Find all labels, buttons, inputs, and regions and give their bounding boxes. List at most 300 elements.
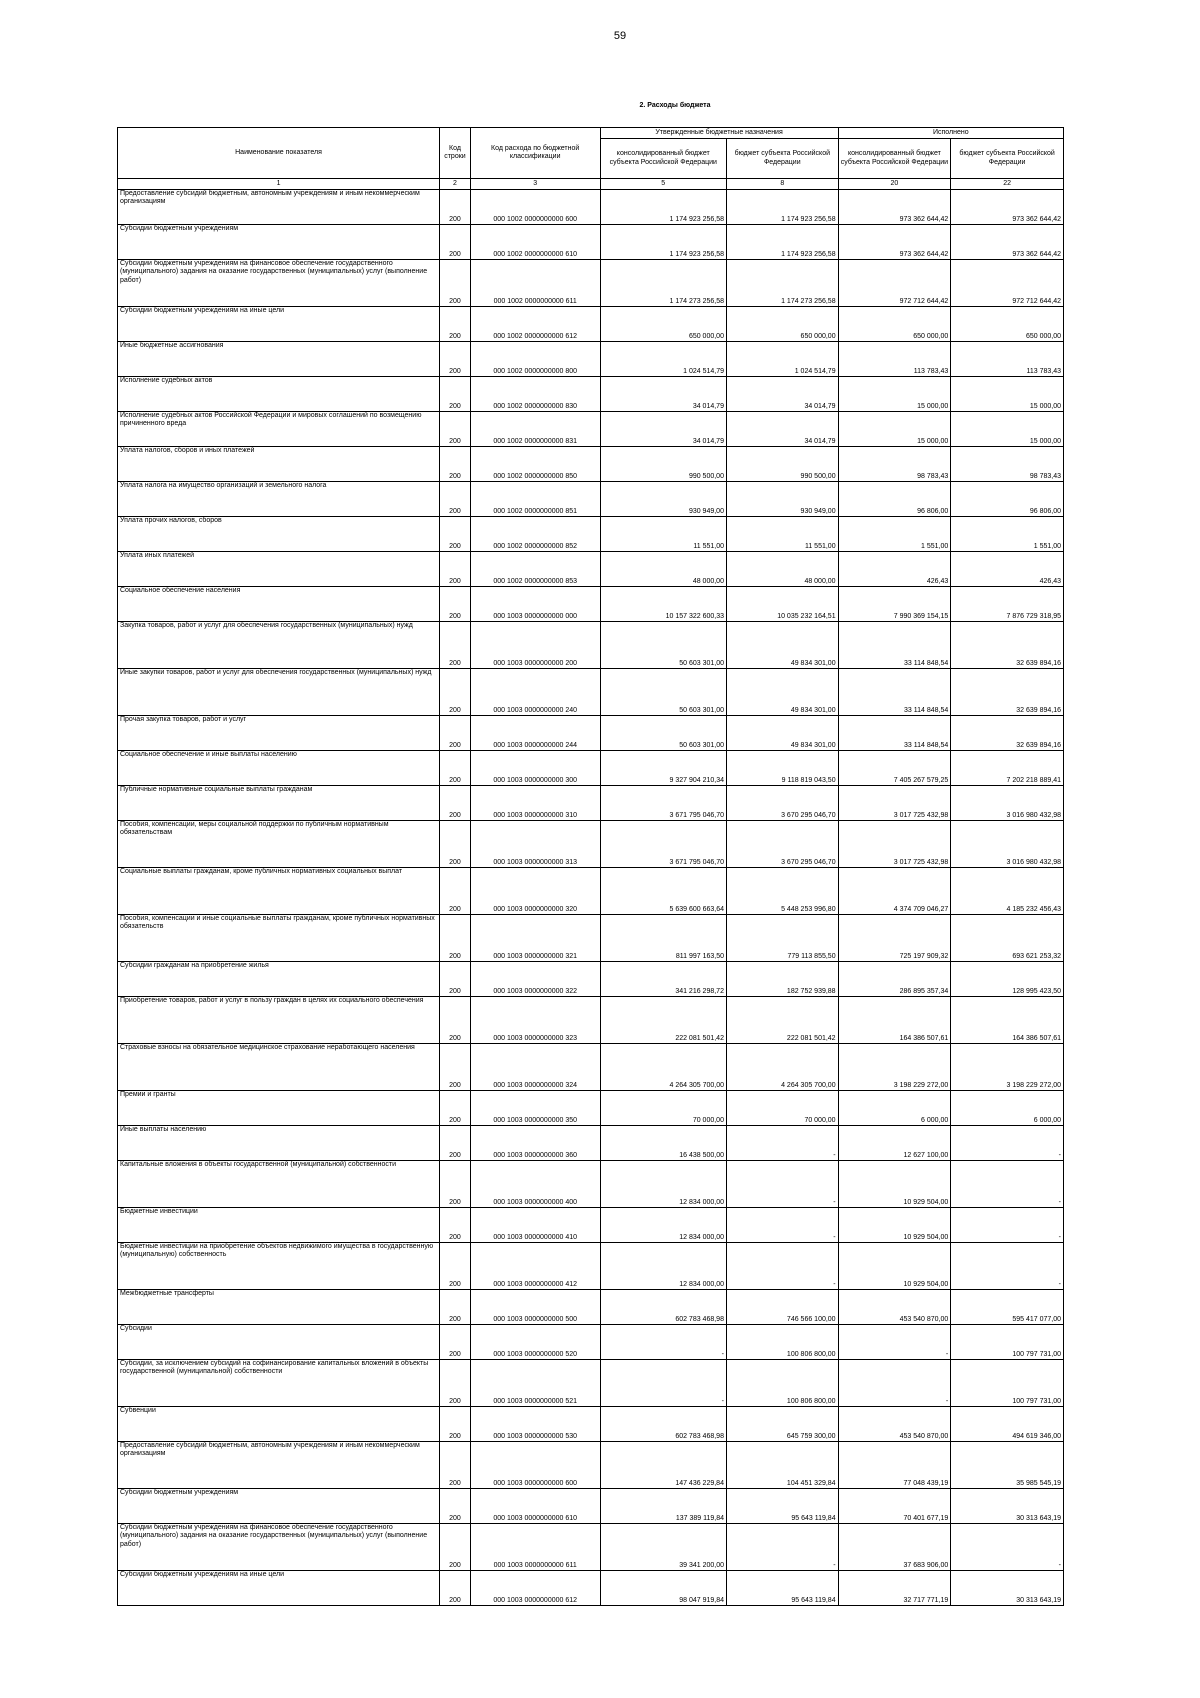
approved-consolidated-value: 1 174 923 256,58 [600, 190, 726, 225]
table-row [118, 1360, 1064, 1407]
executed-consolidated-value: 164 386 507,61 [838, 997, 951, 1044]
row-name: Субсидии, за исключением субсидий на софинансирование капитальных вложений в объекты государственной (муниципальной) собственности [118, 1360, 440, 1407]
executed-consolidated-value: 96 806,00 [838, 482, 951, 517]
row-name: Иные закупки товаров, работ и услуг для обеспечения государственных (муниципальных) нужд [118, 669, 440, 716]
row-classification-code: 000 1003 0000000000 360 [470, 1126, 600, 1161]
approved-subject-value: 990 500,00 [726, 447, 838, 482]
executed-subject-value: 595 417 077,00 [951, 1290, 1064, 1325]
row-classification-code: 000 1003 0000000000 313 [470, 821, 600, 868]
approved-consolidated-value: 34 014,79 [600, 412, 726, 447]
row-classification-code: 000 1003 0000000000 612 [470, 1571, 600, 1606]
row-code: 200 [440, 1407, 471, 1442]
column-number: 8 [726, 179, 838, 190]
row-code: 200 [440, 751, 471, 786]
row-name: Пособия, компенсации и иные социальные выплаты гражданам, кроме публичных нормативных обязательств [118, 915, 440, 962]
row-code: 200 [440, 1571, 471, 1606]
executed-subject-value: 30 313 643,19 [951, 1571, 1064, 1606]
row-name: Предоставление субсидий бюджетным, автономным учреждениям и иным некоммерческим организациям [118, 190, 440, 225]
header-group-executed: Исполнено [838, 128, 1063, 139]
row-name: Исполнение судебных актов [118, 377, 440, 412]
executed-consolidated-value: 7 990 369 154,15 [838, 587, 951, 622]
row-code: 200 [440, 786, 471, 821]
executed-consolidated-value: 10 929 504,00 [838, 1161, 951, 1208]
row-classification-code: 000 1003 0000000000 244 [470, 716, 600, 751]
approved-consolidated-value: 811 997 163,50 [600, 915, 726, 962]
table-row [118, 1489, 1064, 1524]
approved-consolidated-value: 50 603 301,00 [600, 716, 726, 751]
row-name: Уплата прочих налогов, сборов [118, 517, 440, 552]
executed-consolidated-value: 426,43 [838, 552, 951, 587]
table-row [118, 517, 1064, 552]
row-code: 200 [440, 307, 471, 342]
approved-consolidated-value: 4 264 305 700,00 [600, 1044, 726, 1091]
table-row [118, 1325, 1064, 1360]
executed-subject-value: 3 016 980 432,98 [951, 821, 1064, 868]
table-row [118, 1571, 1064, 1606]
row-code: 200 [440, 1442, 471, 1489]
row-name: Субсидии бюджетным учреждениям на иные цели [118, 307, 440, 342]
row-code: 200 [440, 669, 471, 716]
header-approved-consolidated: консолидированный бюджет субъекта Российской Федерации [600, 139, 726, 179]
row-classification-code: 000 1002 0000000000 612 [470, 307, 600, 342]
row-name: Субсидии бюджетным учреждениям [118, 225, 440, 260]
executed-subject-value: 32 639 894,16 [951, 716, 1064, 751]
header-classification: Код расхода по бюджетной классификации [470, 128, 600, 179]
approved-consolidated-value: 1 174 273 256,58 [600, 260, 726, 307]
row-name: Уплата налога на имущество организаций и земельного налога [118, 482, 440, 517]
row-classification-code: 000 1003 0000000000 611 [470, 1524, 600, 1571]
row-code: 200 [440, 868, 471, 915]
executed-consolidated-value: 33 114 848,54 [838, 622, 951, 669]
row-classification-code: 000 1002 0000000000 610 [470, 225, 600, 260]
approved-subject-value: 746 566 100,00 [726, 1290, 838, 1325]
executed-consolidated-value: 973 362 644,42 [838, 225, 951, 260]
executed-subject-value: 6 000,00 [951, 1091, 1064, 1126]
header-approved-subject: бюджет субъекта Российской Федерации [726, 139, 838, 179]
row-code: 200 [440, 997, 471, 1044]
column-number: 2 [440, 179, 471, 190]
row-code: 200 [440, 377, 471, 412]
approved-consolidated-value: 70 000,00 [600, 1091, 726, 1126]
executed-consolidated-value: 77 048 439,19 [838, 1442, 951, 1489]
approved-consolidated-value: 12 834 000,00 [600, 1161, 726, 1208]
approved-consolidated-value: 602 783 468,98 [600, 1407, 726, 1442]
approved-subject-value: 100 806 800,00 [726, 1325, 838, 1360]
row-name: Иные выплаты населению [118, 1126, 440, 1161]
table-row [118, 412, 1064, 447]
row-code: 200 [440, 1161, 471, 1208]
table-row [118, 377, 1064, 412]
row-classification-code: 000 1003 0000000000 530 [470, 1407, 600, 1442]
approved-subject-value: - [726, 1208, 838, 1243]
executed-consolidated-value: 32 717 771,19 [838, 1571, 951, 1606]
executed-consolidated-value: 453 540 870,00 [838, 1290, 951, 1325]
table-row [118, 1044, 1064, 1091]
table-row [118, 1091, 1064, 1126]
column-number: 3 [470, 179, 600, 190]
executed-subject-value: 35 985 545,19 [951, 1442, 1064, 1489]
executed-subject-value: 96 806,00 [951, 482, 1064, 517]
executed-consolidated-value: 10 929 504,00 [838, 1208, 951, 1243]
row-name: Приобретение товаров, работ и услуг в пользу граждан в целях их социального обеспечения [118, 997, 440, 1044]
row-code: 200 [440, 1208, 471, 1243]
executed-subject-value: 100 797 731,00 [951, 1360, 1064, 1407]
table-row [118, 1243, 1064, 1290]
row-classification-code: 000 1002 0000000000 830 [470, 377, 600, 412]
row-code: 200 [440, 1126, 471, 1161]
approved-consolidated-value: 98 047 919,84 [600, 1571, 726, 1606]
row-name: Страховые взносы на обязательное медицинское страхование неработающего населения [118, 1044, 440, 1091]
approved-subject-value: 34 014,79 [726, 412, 838, 447]
header-executed-subject: бюджет субъекта Российской Федерации [951, 139, 1064, 179]
header-code: Код строки [440, 128, 471, 179]
approved-consolidated-value: 50 603 301,00 [600, 622, 726, 669]
table-row [118, 1161, 1064, 1208]
table-row [118, 1524, 1064, 1571]
row-classification-code: 000 1003 0000000000 321 [470, 915, 600, 962]
executed-consolidated-value: 972 712 644,42 [838, 260, 951, 307]
row-name: Субсидии бюджетным учреждениям на финансовое обеспечение государственного (муниципального) задания на оказание государственных (муниципальных) услуг (выполнение работ) [118, 1524, 440, 1571]
row-classification-code: 000 1003 0000000000 323 [470, 997, 600, 1044]
executed-consolidated-value: 15 000,00 [838, 377, 951, 412]
row-classification-code: 000 1002 0000000000 852 [470, 517, 600, 552]
approved-consolidated-value: 990 500,00 [600, 447, 726, 482]
approved-consolidated-value: 12 834 000,00 [600, 1243, 726, 1290]
row-name: Бюджетные инвестиции [118, 1208, 440, 1243]
table-row [118, 997, 1064, 1044]
row-classification-code: 000 1003 0000000000 521 [470, 1360, 600, 1407]
executed-subject-value: 113 783,43 [951, 342, 1064, 377]
executed-consolidated-value: 7 405 267 579,25 [838, 751, 951, 786]
row-classification-code: 000 1003 0000000000 500 [470, 1290, 600, 1325]
approved-consolidated-value: 34 014,79 [600, 377, 726, 412]
approved-consolidated-value: - [600, 1325, 726, 1360]
approved-consolidated-value: 1 024 514,79 [600, 342, 726, 377]
row-code: 200 [440, 1091, 471, 1126]
row-code: 200 [440, 1325, 471, 1360]
approved-consolidated-value: 222 081 501,42 [600, 997, 726, 1044]
approved-subject-value: - [726, 1126, 838, 1161]
table-row [118, 260, 1064, 307]
approved-consolidated-value: 147 436 229,84 [600, 1442, 726, 1489]
executed-consolidated-value: 12 627 100,00 [838, 1126, 951, 1161]
table-row [118, 587, 1064, 622]
executed-subject-value: - [951, 1524, 1064, 1571]
approved-subject-value: 34 014,79 [726, 377, 838, 412]
expenditures-table [117, 127, 1064, 1606]
table-row [118, 1126, 1064, 1161]
approved-subject-value: 49 834 301,00 [726, 669, 838, 716]
row-code: 200 [440, 962, 471, 997]
approved-consolidated-value: 12 834 000,00 [600, 1208, 726, 1243]
approved-consolidated-value: 341 216 298,72 [600, 962, 726, 997]
approved-subject-value: - [726, 1524, 838, 1571]
approved-consolidated-value: 11 551,00 [600, 517, 726, 552]
executed-subject-value: 15 000,00 [951, 377, 1064, 412]
row-name: Бюджетные инвестиции на приобретение объектов недвижимого имущества в государственную (муниципальную) собственность [118, 1243, 440, 1290]
executed-subject-value: 973 362 644,42 [951, 225, 1064, 260]
row-name: Прочая закупка товаров, работ и услуг [118, 716, 440, 751]
executed-subject-value: 32 639 894,16 [951, 669, 1064, 716]
row-classification-code: 000 1003 0000000000 320 [470, 868, 600, 915]
row-name: Уплата налогов, сборов и иных платежей [118, 447, 440, 482]
executed-subject-value: 693 621 253,32 [951, 915, 1064, 962]
row-classification-code: 000 1003 0000000000 610 [470, 1489, 600, 1524]
table-row [118, 1290, 1064, 1325]
row-name: Субсидии [118, 1325, 440, 1360]
approved-subject-value: 779 113 855,50 [726, 915, 838, 962]
table-row [118, 1208, 1064, 1243]
table-row [118, 190, 1064, 225]
executed-subject-value: 494 619 346,00 [951, 1407, 1064, 1442]
row-code: 200 [440, 716, 471, 751]
row-code: 200 [440, 1044, 471, 1091]
row-classification-code: 000 1003 0000000000 350 [470, 1091, 600, 1126]
row-classification-code: 000 1003 0000000000 412 [470, 1243, 600, 1290]
executed-consolidated-value: 973 362 644,42 [838, 190, 951, 225]
row-name: Закупка товаров, работ и услуг для обеспечения государственных (муниципальных) нужд [118, 622, 440, 669]
row-name: Межбюджетные трансферты [118, 1290, 440, 1325]
executed-consolidated-value: 1 551,00 [838, 517, 951, 552]
row-name: Уплата иных платежей [118, 552, 440, 587]
approved-subject-value: 222 081 501,42 [726, 997, 838, 1044]
approved-subject-value: 1 174 923 256,58 [726, 190, 838, 225]
row-code: 200 [440, 1524, 471, 1571]
table-row [118, 821, 1064, 868]
executed-subject-value: 98 783,43 [951, 447, 1064, 482]
executed-consolidated-value: 10 929 504,00 [838, 1243, 951, 1290]
executed-consolidated-value: 3 198 229 272,00 [838, 1044, 951, 1091]
table-row [118, 669, 1064, 716]
row-classification-code: 000 1002 0000000000 850 [470, 447, 600, 482]
row-classification-code: 000 1003 0000000000 600 [470, 1442, 600, 1489]
approved-subject-value: 9 118 819 043,50 [726, 751, 838, 786]
executed-subject-value: 4 185 232 456,43 [951, 868, 1064, 915]
executed-subject-value: - [951, 1208, 1064, 1243]
row-code: 200 [440, 447, 471, 482]
executed-subject-value: - [951, 1243, 1064, 1290]
row-classification-code: 000 1003 0000000000 410 [470, 1208, 600, 1243]
row-code: 200 [440, 821, 471, 868]
executed-subject-value: 650 000,00 [951, 307, 1064, 342]
row-code: 200 [440, 915, 471, 962]
approved-consolidated-value: 9 327 904 210,34 [600, 751, 726, 786]
row-code: 200 [440, 587, 471, 622]
table-row [118, 342, 1064, 377]
approved-subject-value: 650 000,00 [726, 307, 838, 342]
row-classification-code: 000 1002 0000000000 831 [470, 412, 600, 447]
row-name: Субсидии бюджетным учреждениям на иные цели [118, 1571, 440, 1606]
row-classification-code: 000 1003 0000000000 200 [470, 622, 600, 669]
row-code: 200 [440, 1360, 471, 1407]
row-name: Социальное обеспечение и иные выплаты населению [118, 751, 440, 786]
approved-subject-value: 1 024 514,79 [726, 342, 838, 377]
table-row [118, 786, 1064, 821]
executed-subject-value: 973 362 644,42 [951, 190, 1064, 225]
row-code: 200 [440, 552, 471, 587]
row-code: 200 [440, 260, 471, 307]
column-number: 1 [118, 179, 440, 190]
executed-subject-value: - [951, 1126, 1064, 1161]
executed-subject-value: 32 639 894,16 [951, 622, 1064, 669]
approved-consolidated-value: - [600, 1360, 726, 1407]
row-code: 200 [440, 225, 471, 260]
row-code: 200 [440, 622, 471, 669]
approved-subject-value: 5 448 253 996,80 [726, 868, 838, 915]
executed-consolidated-value: 453 540 870,00 [838, 1407, 951, 1442]
approved-subject-value: 49 834 301,00 [726, 716, 838, 751]
approved-consolidated-value: 1 174 923 256,58 [600, 225, 726, 260]
table-row [118, 447, 1064, 482]
row-name: Социальные выплаты гражданам, кроме публичных нормативных социальных выплат [118, 868, 440, 915]
approved-subject-value: 930 949,00 [726, 482, 838, 517]
executed-consolidated-value: 15 000,00 [838, 412, 951, 447]
row-name: Пособия, компенсации, меры социальной поддержки по публичным нормативным обязательствам [118, 821, 440, 868]
executed-consolidated-value: - [838, 1325, 951, 1360]
row-classification-code: 000 1003 0000000000 324 [470, 1044, 600, 1091]
approved-subject-value: - [726, 1243, 838, 1290]
approved-consolidated-value: 3 671 795 046,70 [600, 786, 726, 821]
approved-subject-value: 182 752 939,88 [726, 962, 838, 997]
approved-subject-value: 70 000,00 [726, 1091, 838, 1126]
page-number: 59 [613, 30, 627, 42]
executed-consolidated-value: 37 683 906,00 [838, 1524, 951, 1571]
executed-consolidated-value: 4 374 709 046,27 [838, 868, 951, 915]
row-code: 200 [440, 1243, 471, 1290]
row-classification-code: 000 1003 0000000000 240 [470, 669, 600, 716]
approved-subject-value: 49 834 301,00 [726, 622, 838, 669]
approved-subject-value: 48 000,00 [726, 552, 838, 587]
approved-subject-value: 3 670 295 046,70 [726, 786, 838, 821]
row-name: Капитальные вложения в объекты государственной (муниципальной) собственности [118, 1161, 440, 1208]
row-name: Субсидии гражданам на приобретение жилья [118, 962, 440, 997]
executed-consolidated-value: 70 401 677,19 [838, 1489, 951, 1524]
table-row [118, 482, 1064, 517]
executed-consolidated-value: 286 895 357,34 [838, 962, 951, 997]
approved-consolidated-value: 48 000,00 [600, 552, 726, 587]
row-name: Иные бюджетные ассигнования [118, 342, 440, 377]
row-name: Субсидии бюджетным учреждениям на финансовое обеспечение государственного (муниципального) задания на оказание государственных (муниципальных) услуг (выполнение работ) [118, 260, 440, 307]
executed-subject-value: 30 313 643,19 [951, 1489, 1064, 1524]
row-classification-code: 000 1003 0000000000 520 [470, 1325, 600, 1360]
row-code: 200 [440, 412, 471, 447]
approved-consolidated-value: 16 438 500,00 [600, 1126, 726, 1161]
executed-subject-value: 972 712 644,42 [951, 260, 1064, 307]
approved-subject-value: 1 174 273 256,58 [726, 260, 838, 307]
approved-subject-value: - [726, 1161, 838, 1208]
executed-consolidated-value: 725 197 909,32 [838, 915, 951, 962]
table-row [118, 915, 1064, 962]
approved-subject-value: 95 643 119,84 [726, 1571, 838, 1606]
executed-consolidated-value: 3 017 725 432,98 [838, 821, 951, 868]
row-name: Исполнение судебных актов Российской Федерации и мировых соглашений по возмещению причиненного вреда [118, 412, 440, 447]
table-row [118, 962, 1064, 997]
approved-subject-value: 3 670 295 046,70 [726, 821, 838, 868]
row-code: 200 [440, 1489, 471, 1524]
executed-subject-value: 3 016 980 432,98 [951, 786, 1064, 821]
table-row [118, 622, 1064, 669]
approved-subject-value: 11 551,00 [726, 517, 838, 552]
row-classification-code: 000 1002 0000000000 611 [470, 260, 600, 307]
executed-consolidated-value: 33 114 848,54 [838, 716, 951, 751]
executed-consolidated-value: 113 783,43 [838, 342, 951, 377]
row-code: 200 [440, 342, 471, 377]
executed-subject-value: 7 876 729 318,95 [951, 587, 1064, 622]
table-row [118, 1442, 1064, 1489]
executed-subject-value: 15 000,00 [951, 412, 1064, 447]
row-code: 200 [440, 190, 471, 225]
approved-subject-value: 100 806 800,00 [726, 1360, 838, 1407]
approved-consolidated-value: 137 389 119,84 [600, 1489, 726, 1524]
row-classification-code: 000 1002 0000000000 851 [470, 482, 600, 517]
row-code: 200 [440, 482, 471, 517]
executed-subject-value: - [951, 1161, 1064, 1208]
header-name: Наименование показателя [118, 128, 440, 179]
executed-subject-value: 1 551,00 [951, 517, 1064, 552]
column-number: 20 [838, 179, 951, 190]
row-classification-code: 000 1002 0000000000 600 [470, 190, 600, 225]
header-group-approved: Утвержденные бюджетные назначения [600, 128, 838, 139]
table-row [118, 307, 1064, 342]
table-row [118, 716, 1064, 751]
executed-subject-value: 426,43 [951, 552, 1064, 587]
executed-subject-value: 3 198 229 272,00 [951, 1044, 1064, 1091]
row-name: Субсидии бюджетным учреждениям [118, 1489, 440, 1524]
executed-subject-value: 164 386 507,61 [951, 997, 1064, 1044]
executed-subject-value: 7 202 218 889,41 [951, 751, 1064, 786]
table-row [118, 1407, 1064, 1442]
executed-consolidated-value: 650 000,00 [838, 307, 951, 342]
column-number: 22 [951, 179, 1064, 190]
row-classification-code: 000 1003 0000000000 300 [470, 751, 600, 786]
approved-subject-value: 10 035 232 164,51 [726, 587, 838, 622]
row-classification-code: 000 1003 0000000000 322 [470, 962, 600, 997]
row-classification-code: 000 1002 0000000000 853 [470, 552, 600, 587]
row-code: 200 [440, 1290, 471, 1325]
row-classification-code: 000 1003 0000000000 310 [470, 786, 600, 821]
executed-consolidated-value: - [838, 1360, 951, 1407]
approved-consolidated-value: 930 949,00 [600, 482, 726, 517]
section-title: 2. Расходы бюджета [639, 102, 711, 109]
approved-subject-value: 645 759 300,00 [726, 1407, 838, 1442]
approved-consolidated-value: 650 000,00 [600, 307, 726, 342]
row-name: Социальное обеспечение населения [118, 587, 440, 622]
approved-subject-value: 4 264 305 700,00 [726, 1044, 838, 1091]
table-row [118, 225, 1064, 260]
row-name: Премии и гранты [118, 1091, 440, 1126]
executed-subject-value: 128 995 423,50 [951, 962, 1064, 997]
table-row [118, 868, 1064, 915]
approved-subject-value: 95 643 119,84 [726, 1489, 838, 1524]
executed-consolidated-value: 33 114 848,54 [838, 669, 951, 716]
row-classification-code: 000 1002 0000000000 800 [470, 342, 600, 377]
row-classification-code: 000 1003 0000000000 000 [470, 587, 600, 622]
row-name: Публичные нормативные социальные выплаты гражданам [118, 786, 440, 821]
approved-consolidated-value: 5 639 600 663,64 [600, 868, 726, 915]
table-row [118, 751, 1064, 786]
executed-consolidated-value: 3 017 725 432,98 [838, 786, 951, 821]
approved-consolidated-value: 50 603 301,00 [600, 669, 726, 716]
table-row [118, 552, 1064, 587]
approved-subject-value: 104 451 329,84 [726, 1442, 838, 1489]
header-executed-consolidated: консолидированный бюджет субъекта Российской Федерации [838, 139, 951, 179]
executed-consolidated-value: 98 783,43 [838, 447, 951, 482]
row-name: Субвенции [118, 1407, 440, 1442]
row-code: 200 [440, 517, 471, 552]
approved-consolidated-value: 10 157 322 600,33 [600, 587, 726, 622]
column-number: 5 [600, 179, 726, 190]
executed-consolidated-value: 6 000,00 [838, 1091, 951, 1126]
